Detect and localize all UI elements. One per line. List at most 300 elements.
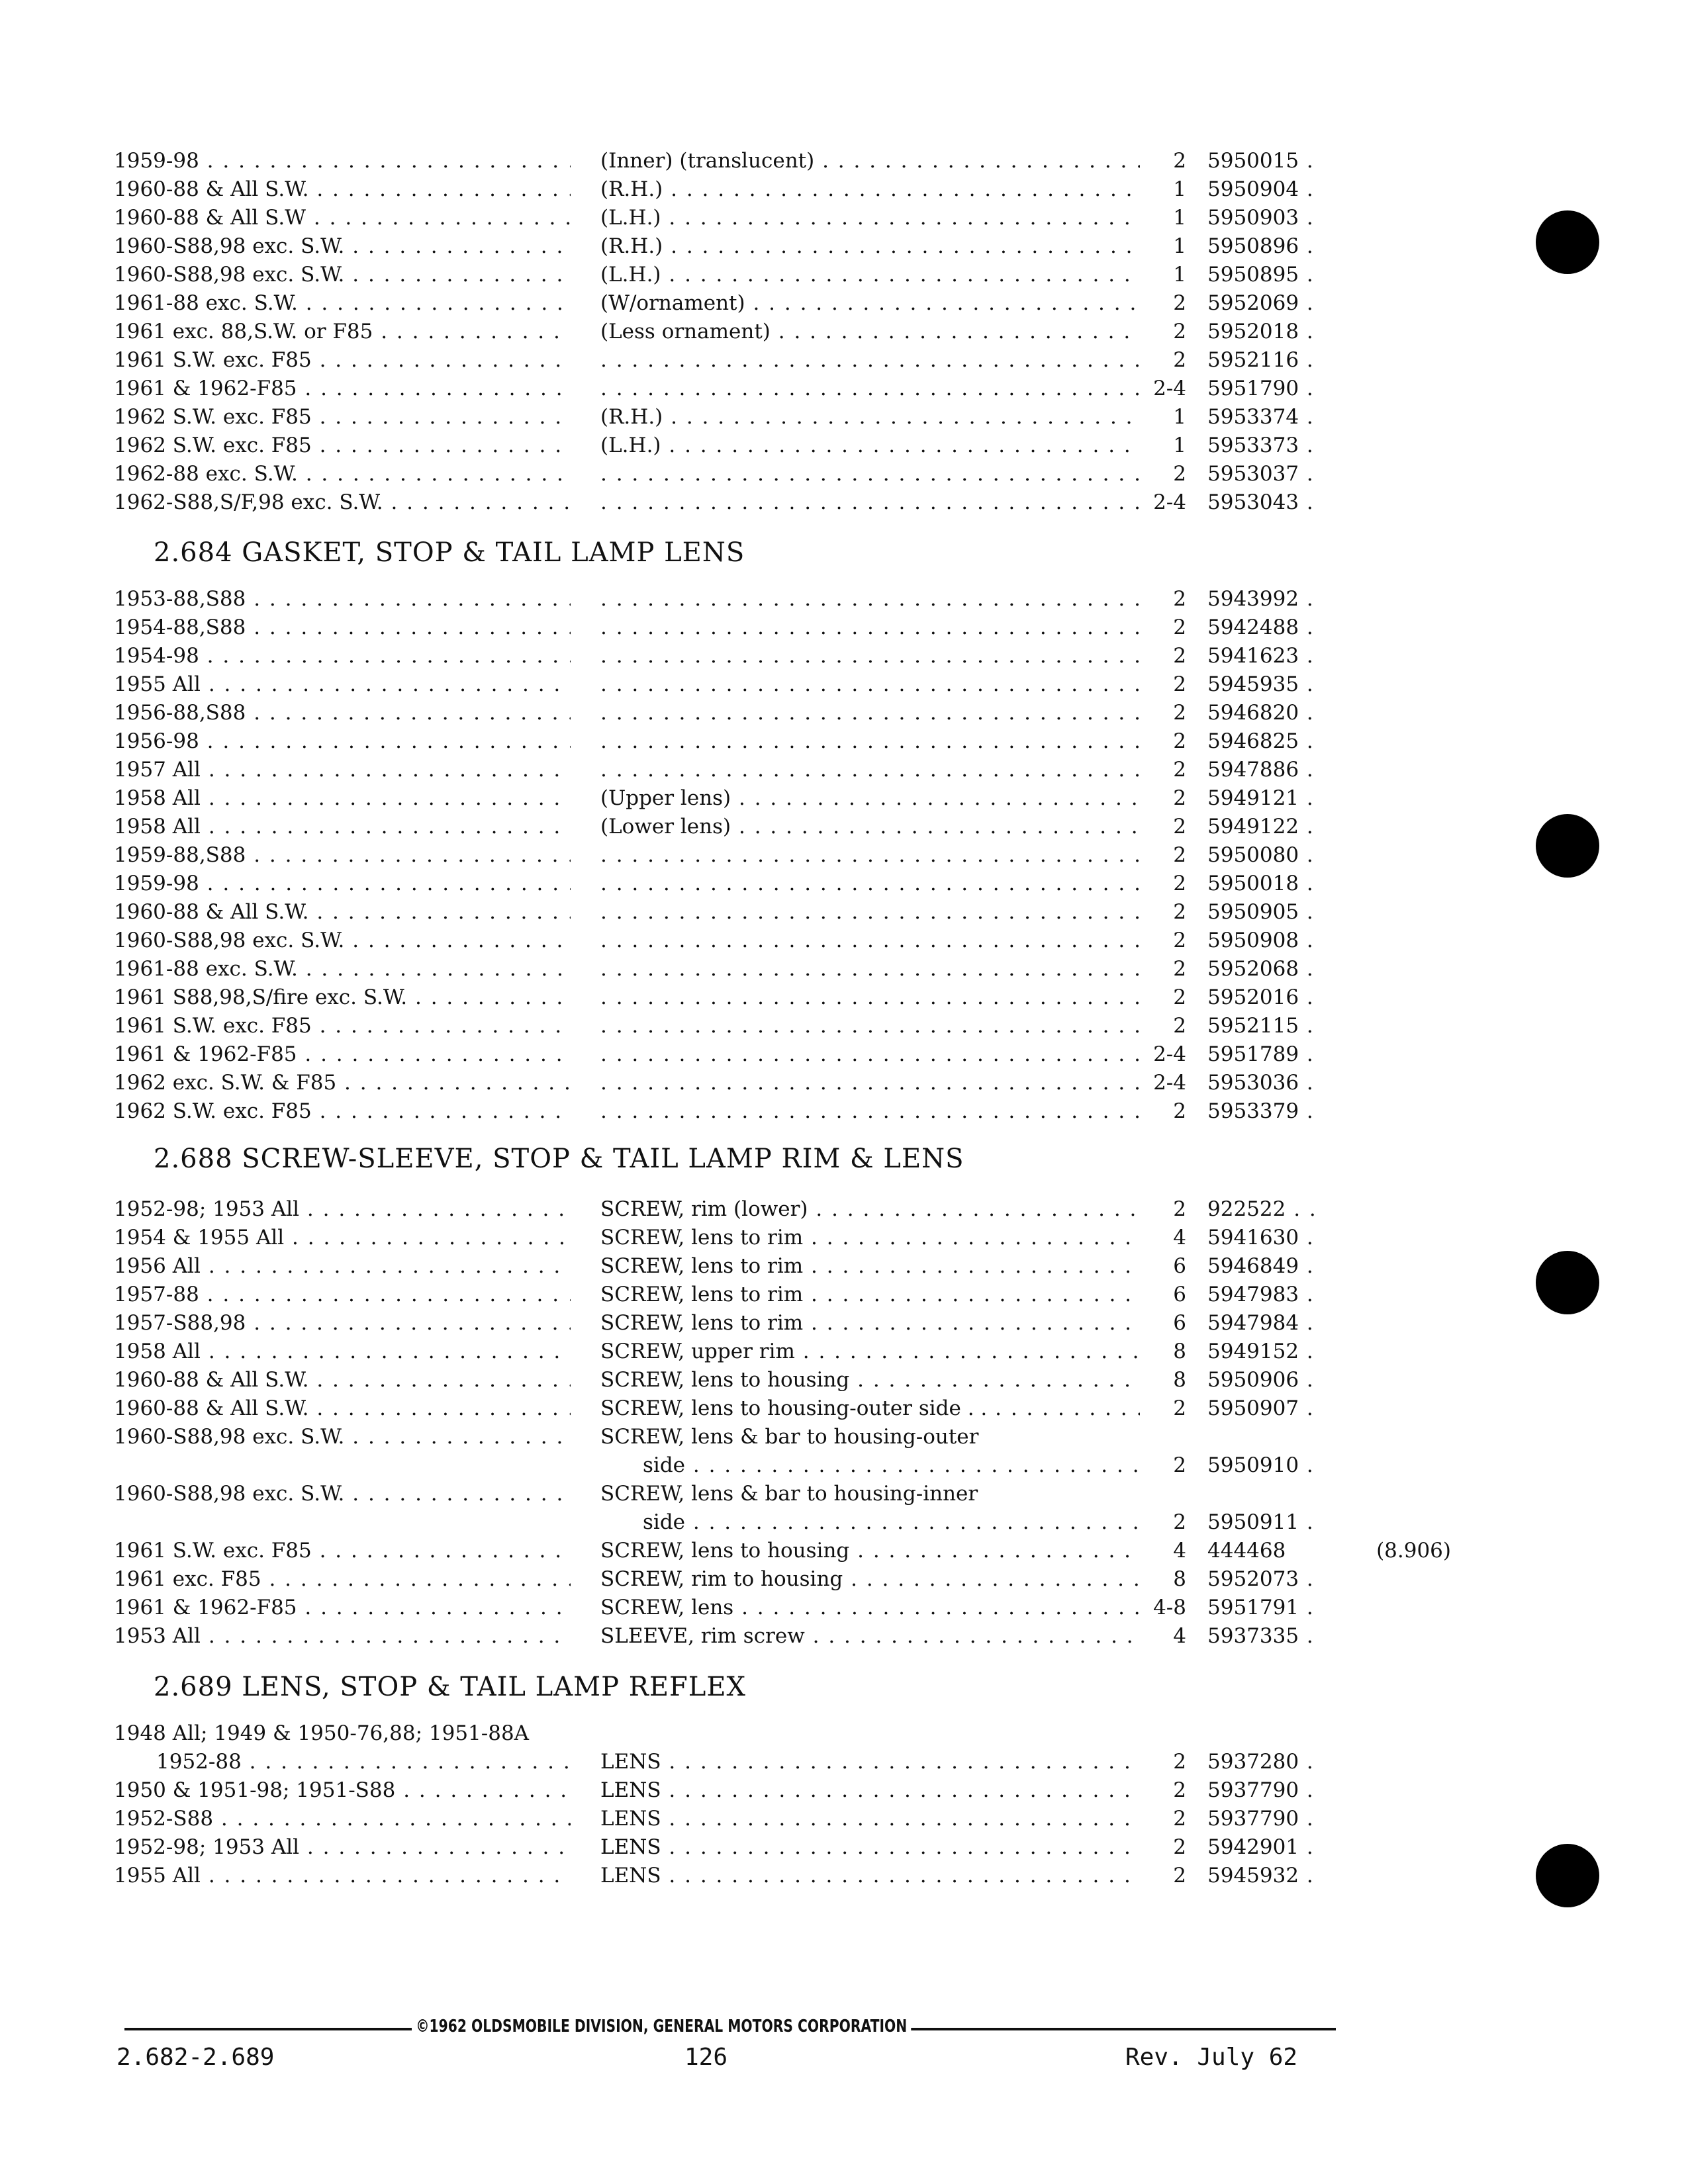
quantity-cell: 2 — [1173, 758, 1186, 782]
application-text: 1955 All . . . — [114, 1864, 571, 1888]
part-number-text: 5950903 . . . — [1207, 206, 1323, 230]
application-cell — [114, 432, 571, 460]
quantity-cell: 2 — [1173, 348, 1186, 372]
part-number-cell — [1207, 1508, 1323, 1537]
application-text: 1961 S.W. exc. F85 . . . — [114, 1539, 571, 1563]
application-text: 1959-98 . . . — [114, 872, 571, 895]
application-text: 1954 & 1955 All . . . — [114, 1226, 571, 1250]
description-text — [600, 900, 1140, 924]
part-number-cell — [1207, 1776, 1323, 1805]
description-text: SCREW, rim (lower) . . . — [600, 1197, 1140, 1221]
part-number-text: 444468 — [1207, 1539, 1286, 1563]
table-row — [114, 699, 1332, 727]
section-heading-2-688: 2.688 SCREW-SLEEVE, STOP & TAIL LAMP RIM & LENS — [154, 1144, 964, 1174]
description-text: SLEEVE, rim screw . . . — [600, 1624, 1140, 1648]
quantity-cell: 2 — [1173, 1864, 1186, 1888]
description-text — [600, 462, 1140, 486]
quantity-cell: 8 — [1173, 1368, 1186, 1392]
part-number-text: 5937280 . . . — [1207, 1750, 1323, 1774]
part-number-text: 5951789 . . . — [1207, 1042, 1323, 1066]
part-number-text: 5941630 . . . — [1207, 1226, 1323, 1250]
reference-cell: (8.906) — [1376, 1539, 1451, 1563]
part-number-text: 5950904 . . . — [1207, 177, 1323, 201]
part-number-text: 5951790 . . . — [1207, 377, 1323, 400]
application-text: 1960-S88,98 exc. S.W. . . . — [114, 1425, 571, 1449]
part-number-cell — [1207, 870, 1323, 898]
application-text: 1960-88 & All S.W . . . — [114, 206, 571, 230]
quantity-cell: 2 — [1173, 701, 1186, 725]
description-cell — [600, 375, 1140, 403]
application-cell — [114, 1281, 571, 1309]
description-cell — [600, 1097, 1140, 1126]
part-number-text: 5950905 . . . — [1207, 900, 1323, 924]
part-number-text: 5946849 . . . — [1207, 1254, 1323, 1278]
application-cell — [114, 727, 571, 756]
description-cell — [600, 642, 1140, 670]
footer-revision: Rev. July 62 — [1125, 2044, 1298, 2071]
table-row — [114, 1805, 1332, 1833]
description-text — [600, 377, 1140, 400]
application-cell — [114, 1862, 571, 1890]
description-cell — [600, 983, 1140, 1012]
part-number-text: 5947984 . . . — [1207, 1311, 1323, 1335]
application-text: 1957-88 . . . — [114, 1283, 571, 1306]
application-text: 1953-88,S88 . . . — [114, 587, 571, 611]
application-text: 1956 All . . . — [114, 1254, 571, 1278]
part-number-cell — [1207, 955, 1323, 983]
quantity-cell: 2-4 — [1153, 1071, 1186, 1095]
table-row — [114, 1012, 1332, 1040]
application-text: 1955 All . . . — [114, 672, 571, 696]
part-number-cell — [1207, 1012, 1323, 1040]
description-text: SCREW, lens . . . — [600, 1596, 1140, 1619]
part-number-cell — [1207, 1805, 1323, 1833]
part-number-cell — [1207, 432, 1323, 460]
application-text: 1957-S88,98 . . . — [114, 1311, 571, 1335]
part-number-text: 5950911 . . . — [1207, 1510, 1323, 1534]
application-text: 1962 S.W. exc. F85 . . . — [114, 433, 571, 457]
application-text: 1962 S.W. exc. F85 . . . — [114, 1099, 571, 1123]
application-text: 1961 exc. 88,S.W. or F85 . . . — [114, 320, 571, 343]
application-text: 1959-88,S88 . . . — [114, 843, 571, 867]
part-number-cell — [1207, 927, 1323, 955]
table-row — [114, 585, 1332, 614]
application-text: 1956-88,S88 . . . — [114, 701, 571, 725]
description-text: (Lower lens) . . . — [600, 815, 1140, 839]
application-text: 1962 S.W. exc. F85 . . . — [114, 405, 571, 429]
description-text: SCREW, lens to rim . . . — [600, 1226, 1140, 1250]
quantity-cell: 2 — [1173, 1099, 1186, 1123]
table-row — [114, 1281, 1332, 1309]
quantity-cell: 2 — [1173, 149, 1186, 173]
part-number-cell — [1207, 1394, 1323, 1423]
application-text: 1961 & 1962-F85 . . . — [114, 1042, 571, 1066]
application-text: 1960-88 & All S.W. . . . — [114, 177, 571, 201]
description-cell — [600, 1423, 1140, 1451]
quantity-cell: 4 — [1173, 1226, 1186, 1250]
description-cell — [600, 699, 1140, 727]
description-text — [600, 957, 1140, 981]
description-cell — [600, 1805, 1140, 1833]
part-number-cell — [1207, 898, 1323, 927]
description-cell — [600, 1040, 1140, 1069]
application-cell — [114, 1040, 571, 1069]
description-text: SCREW, lens to housing-outer side . . . . . — [600, 1396, 1140, 1420]
part-number-cell — [1207, 1594, 1323, 1622]
description-cell — [600, 1195, 1140, 1224]
part-number-cell — [1207, 1040, 1323, 1069]
description-text — [600, 929, 1140, 952]
description-cell-continued — [600, 1508, 1140, 1537]
quantity-cell: 2 — [1173, 1453, 1186, 1477]
description-cell — [600, 898, 1140, 927]
part-number-text: 5952016 . . . — [1207, 985, 1323, 1009]
application-cell — [114, 955, 571, 983]
application-cell — [114, 261, 571, 289]
application-cell — [114, 983, 571, 1012]
description-text-continued: LENS . . . — [600, 1750, 1140, 1774]
part-number-text: 5950908 . . . — [1207, 929, 1323, 952]
application-cell — [114, 784, 571, 813]
quantity-cell: 1 — [1173, 433, 1186, 457]
description-cell — [600, 1622, 1140, 1651]
description-text: SCREW, lens to housing . . . — [600, 1539, 1140, 1563]
application-text: 1960-S88,98 exc. S.W. . . . — [114, 263, 571, 287]
part-number-cell — [1207, 346, 1323, 375]
application-cell — [114, 699, 571, 727]
application-cell — [114, 756, 571, 784]
part-number-text: 5946820 . . . — [1207, 701, 1323, 725]
description-cell — [600, 1309, 1140, 1338]
description-cell — [600, 784, 1140, 813]
description-cell — [600, 289, 1140, 318]
table-row — [114, 1224, 1332, 1252]
table-row — [114, 432, 1332, 460]
description-text: SCREW, lens to rim . . . — [600, 1311, 1140, 1335]
description-cell — [600, 870, 1140, 898]
part-number-text: 5952068 . . . — [1207, 957, 1323, 981]
table-row — [114, 841, 1332, 870]
quantity-cell: 2 — [1173, 320, 1186, 343]
part-number-cell — [1207, 727, 1323, 756]
part-number-cell — [1207, 1195, 1323, 1224]
application-cell — [114, 403, 571, 432]
description-cell — [600, 614, 1140, 642]
description-text — [600, 490, 1140, 514]
part-number-text: 5950896 . . . — [1207, 234, 1323, 258]
part-number-text: 5952115 . . . — [1207, 1014, 1323, 1038]
quantity-cell: 4-8 — [1153, 1596, 1186, 1619]
part-number-text: 5953374 . . . — [1207, 405, 1323, 429]
table-row — [114, 983, 1332, 1012]
description-text: (Inner) (translucent) . . . — [600, 149, 1140, 173]
description-cell — [600, 460, 1140, 488]
quantity-cell: 2 — [1173, 1197, 1186, 1221]
table-row — [114, 1565, 1332, 1594]
part-number-text: 5937790 . . . — [1207, 1807, 1323, 1831]
description-cell-continued — [600, 1451, 1140, 1480]
application-cell — [114, 585, 571, 614]
description-text — [600, 1014, 1140, 1038]
part-number-text: 5942488 . . . — [1207, 615, 1323, 639]
description-cell — [600, 1366, 1140, 1394]
table-row — [114, 1594, 1332, 1622]
description-cell — [600, 927, 1140, 955]
quantity-cell: 2 — [1173, 1014, 1186, 1038]
application-text: 1961 S88,98,S/fire exc. S.W. . . . — [114, 985, 571, 1009]
description-text: LENS . . . — [600, 1835, 1140, 1859]
application-text: 1961 & 1962-F85 . . . — [114, 1596, 571, 1619]
part-number-cell — [1207, 1366, 1323, 1394]
punch-hole — [1536, 210, 1599, 274]
quantity-cell: 2 — [1173, 815, 1186, 839]
application-cell — [114, 1805, 571, 1833]
description-text — [600, 587, 1140, 611]
quantity-cell: 1 — [1173, 405, 1186, 429]
application-cell — [114, 1012, 571, 1040]
application-cell-continued — [114, 1748, 571, 1776]
quantity-cell: 2-4 — [1153, 377, 1186, 400]
description-cell — [600, 1565, 1140, 1594]
description-cell — [600, 1224, 1140, 1252]
application-cell — [114, 1776, 571, 1805]
application-cell — [114, 614, 571, 642]
description-text — [600, 701, 1140, 725]
part-number-cell — [1207, 841, 1323, 870]
application-text: 1957 All . . . — [114, 758, 571, 782]
parts-list-2-689 — [114, 1719, 1332, 1890]
part-number-text: 5952069 . . . — [1207, 291, 1323, 315]
table-row — [114, 784, 1332, 813]
quantity-cell: 4 — [1173, 1624, 1186, 1648]
application-cell — [114, 488, 571, 517]
part-number-cell — [1207, 1281, 1323, 1309]
description-cell — [600, 1012, 1140, 1040]
application-text: 1956-98 . . . — [114, 729, 571, 753]
quantity-cell: 1 — [1173, 177, 1186, 201]
part-number-text: 5942901 . . . — [1207, 1835, 1323, 1859]
part-number-text: 5953373 . . . — [1207, 433, 1323, 457]
part-number-text: 5945935 . . . — [1207, 672, 1323, 696]
quantity-cell: 6 — [1173, 1254, 1186, 1278]
part-number-text: 5949122 . . . — [1207, 815, 1323, 839]
quantity-cell: 2 — [1173, 1807, 1186, 1831]
table-row — [114, 1622, 1332, 1651]
part-number-text: 5950015 . . . — [1207, 149, 1323, 173]
table-row — [114, 346, 1332, 375]
application-cell — [114, 1097, 571, 1126]
quantity-cell: 2 — [1173, 985, 1186, 1009]
description-cell — [600, 1338, 1140, 1366]
application-text: 1961 exc. F85 . . . — [114, 1567, 571, 1591]
part-number-text: 5950906 . . . — [1207, 1368, 1323, 1392]
table-row — [114, 318, 1332, 346]
part-number-text: 5950907 . . . — [1207, 1396, 1323, 1420]
quantity-cell: 2 — [1173, 729, 1186, 753]
description-text: SCREW, rim to housing . . . — [600, 1567, 1140, 1591]
table-row — [114, 147, 1332, 175]
description-cell — [600, 955, 1140, 983]
part-number-cell — [1207, 147, 1323, 175]
parts-list-2-684 — [114, 585, 1332, 1126]
table-row — [114, 1776, 1332, 1805]
part-number-cell — [1207, 1069, 1323, 1097]
application-cell — [114, 1833, 571, 1862]
description-cell — [600, 1394, 1140, 1423]
application-text: 1962-88 exc. S.W. . . . — [114, 462, 571, 486]
part-number-text: 5937790 . . . — [1207, 1778, 1323, 1802]
application-text: 1960-88 & All S.W. . . . — [114, 1368, 571, 1392]
description-cell — [600, 813, 1140, 841]
table-row — [114, 1833, 1332, 1862]
description-text: (L.H.) . . . — [600, 206, 1140, 230]
description-cell — [600, 1069, 1140, 1097]
table-row — [114, 289, 1332, 318]
description-text: (Less ornament) . . . — [600, 320, 1140, 343]
table-row — [114, 261, 1332, 289]
table-row — [114, 927, 1332, 955]
application-cell — [114, 318, 571, 346]
application-text: 1961-88 exc. S.W. . . . — [114, 291, 571, 315]
part-number-cell — [1207, 813, 1323, 841]
description-cell — [600, 432, 1140, 460]
description-cell-continued — [600, 1748, 1140, 1776]
description-cell — [600, 204, 1140, 232]
description-cell — [600, 1833, 1140, 1862]
description-text — [600, 672, 1140, 696]
description-cell — [600, 232, 1140, 261]
quantity-cell: 2 — [1173, 291, 1186, 315]
description-text — [600, 758, 1140, 782]
description-cell — [600, 1281, 1140, 1309]
application-cell — [114, 1537, 571, 1565]
part-number-cell — [1207, 1224, 1323, 1252]
table-row — [114, 1040, 1332, 1069]
application-cell — [114, 232, 571, 261]
description-text-continued: side . . . — [600, 1453, 1140, 1477]
part-number-text: 5950080 . . . — [1207, 843, 1323, 867]
part-number-cell — [1207, 1338, 1323, 1366]
description-text: SCREW, lens & bar to housing-inner — [600, 1482, 978, 1506]
part-number-text: 922522 . . . — [1207, 1197, 1323, 1221]
application-cell — [114, 1394, 571, 1423]
part-number-text: 5951791 . . . — [1207, 1596, 1323, 1619]
part-number-cell — [1207, 232, 1323, 261]
part-number-cell — [1207, 1252, 1323, 1281]
description-text — [600, 843, 1140, 867]
table-row — [114, 1423, 1332, 1480]
part-number-text: 5937335 . . . — [1207, 1624, 1323, 1648]
table-row — [114, 1309, 1332, 1338]
part-number-cell — [1207, 756, 1323, 784]
description-text — [600, 644, 1140, 668]
part-number-cell — [1207, 1565, 1323, 1594]
description-cell — [600, 1862, 1140, 1890]
table-row — [114, 175, 1332, 204]
application-text: 1959-98 . . . — [114, 149, 571, 173]
table-row — [114, 1719, 1332, 1776]
description-cell — [600, 841, 1140, 870]
table-row — [114, 614, 1332, 642]
part-number-text: 5941623 . . . — [1207, 644, 1323, 668]
application-cell — [114, 1480, 571, 1508]
application-cell — [114, 1195, 571, 1224]
quantity-cell: 2 — [1173, 587, 1186, 611]
punch-hole — [1536, 814, 1599, 878]
application-cell — [114, 1069, 571, 1097]
part-number-cell — [1207, 1862, 1323, 1890]
description-cell — [600, 488, 1140, 517]
application-text: 1961 S.W. exc. F85 . . . — [114, 1014, 571, 1038]
quantity-cell: 2 — [1173, 1750, 1186, 1774]
description-text: SCREW, lens to rim . . . — [600, 1254, 1140, 1278]
table-row — [114, 642, 1332, 670]
table-row — [114, 403, 1332, 432]
description-text: (R.H.) . . . — [600, 234, 1140, 258]
application-text: 1961 S.W. exc. F85 . . . — [114, 348, 571, 372]
application-cell — [114, 642, 571, 670]
table-row — [114, 460, 1332, 488]
application-text: 1960-88 & All S.W. . . . — [114, 900, 571, 924]
application-text: 1954-88,S88 . . . — [114, 615, 571, 639]
part-number-text: 5950895 . . . — [1207, 263, 1323, 287]
table-row — [114, 756, 1332, 784]
part-number-cell — [1207, 1622, 1323, 1651]
punch-hole — [1536, 1844, 1599, 1907]
quantity-cell: 2 — [1173, 615, 1186, 639]
part-number-text: 5946825 . . . — [1207, 729, 1323, 753]
quantity-cell: 2 — [1173, 872, 1186, 895]
part-number-cell — [1207, 699, 1323, 727]
description-text: (Upper lens) . . . — [600, 786, 1140, 810]
description-text: (L.H.) . . . — [600, 433, 1140, 457]
quantity-cell: 8 — [1173, 1340, 1186, 1363]
application-cell — [114, 1423, 571, 1451]
part-number-cell — [1207, 488, 1323, 517]
application-cell — [114, 175, 571, 204]
description-text: SCREW, upper rim . . . — [600, 1340, 1140, 1363]
application-cell — [114, 1622, 571, 1651]
application-text: 1960-S88,98 exc. S.W. . . . — [114, 234, 571, 258]
application-text: 1958 All . . . — [114, 786, 571, 810]
application-text-continued: 1952-88 . . . — [114, 1750, 571, 1774]
table-row — [114, 1366, 1332, 1394]
application-cell — [114, 670, 571, 699]
description-text: LENS . . . — [600, 1807, 1140, 1831]
description-cell — [600, 318, 1140, 346]
quantity-cell: 2 — [1173, 1510, 1186, 1534]
quantity-cell: 2 — [1173, 1835, 1186, 1859]
quantity-cell: 2 — [1173, 786, 1186, 810]
description-text — [600, 872, 1140, 895]
description-text — [600, 1071, 1140, 1095]
part-number-cell — [1207, 784, 1323, 813]
description-cell — [600, 1537, 1140, 1565]
application-text: 1950 & 1951-98; 1951-S88 . . . — [114, 1778, 571, 1802]
part-number-cell — [1207, 289, 1323, 318]
quantity-cell: 2 — [1173, 1778, 1186, 1802]
parts-list-2-688 — [114, 1195, 1451, 1651]
quantity-cell: 2 — [1173, 900, 1186, 924]
table-row — [114, 1394, 1332, 1423]
part-number-cell — [1207, 261, 1323, 289]
quantity-cell: 2 — [1173, 843, 1186, 867]
application-text: 1961-88 exc. S.W. . . . — [114, 957, 571, 981]
application-cell — [114, 375, 571, 403]
application-cell — [114, 147, 571, 175]
part-number-cell — [1207, 1309, 1323, 1338]
table-row — [114, 1097, 1332, 1126]
